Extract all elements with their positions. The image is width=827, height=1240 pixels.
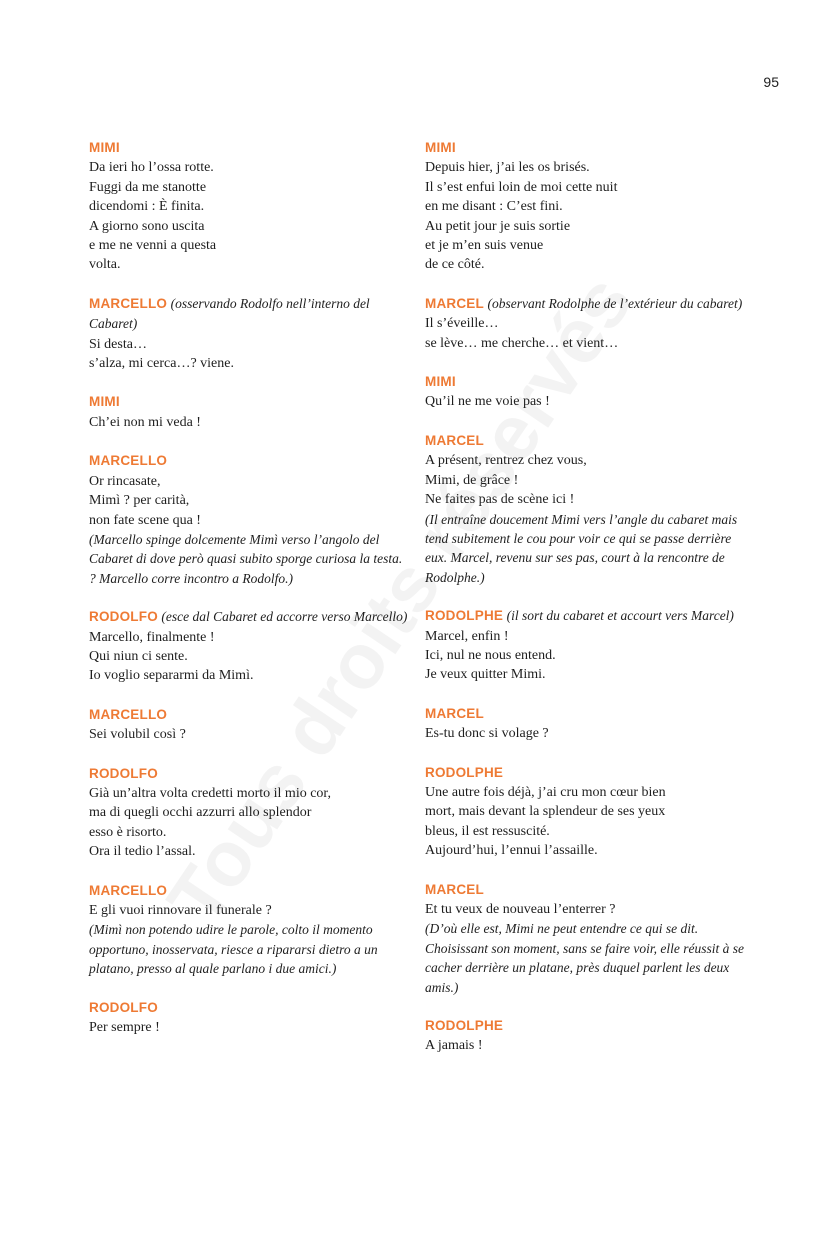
- dialogue-line: se lève… me cherche… et vient…: [425, 335, 619, 351]
- speaker-heading: [89, 607, 409, 627]
- stage-direction: (il sort du cabaret et accourt vers Marcel): [506, 608, 734, 624]
- speaker-heading: [89, 138, 409, 158]
- stage-direction: (D’où elle est, Mimi ne peut entendre ce qui se dit. Choisissant son moment, sans se faire voir, elle réussit à se cacher derrière un platane, près duquel parlent les deux amis.): [425, 921, 744, 995]
- dialogue-line: non fate scene qua !: [89, 512, 201, 528]
- speaker-heading: [89, 998, 409, 1018]
- speaker-heading: [89, 392, 409, 412]
- dialogue-line: Per sempre !: [89, 1020, 160, 1036]
- dialogue-block: [89, 705, 409, 745]
- dialogue-block: [425, 763, 745, 861]
- dialogue-line: Ne faites pas de scène ici !: [425, 492, 575, 508]
- dialogue-line: Depuis hier, j’ai les os brisés.: [425, 160, 590, 176]
- dialogue-line: Et tu veux de nouveau l’enterrer ?: [425, 902, 616, 917]
- speaker-name: MIMI: [425, 374, 456, 390]
- speaker-name: MARCELLO: [89, 295, 168, 311]
- speaker-heading: [89, 294, 409, 335]
- dialogue-line: Io voglio separarmi da Mimì.: [89, 668, 254, 684]
- speaker-heading: [425, 138, 745, 158]
- dialogue-line: volta.: [89, 257, 121, 273]
- dialogue-line: E gli vuoi rinnovare il funerale ?: [89, 903, 272, 918]
- speaker-heading: [425, 431, 745, 451]
- dialogue-line: A présent, rentrez chez vous,: [425, 453, 587, 469]
- dialogue-line: Marcel, enfin !: [425, 628, 509, 644]
- dialogue-line: Da ieri ho l’ossa rotte.: [89, 160, 214, 176]
- speaker-heading: [425, 606, 745, 626]
- dialogue-block: [89, 764, 409, 862]
- dialogue-line: Aujourd’hui, l’ennui l’assaille.: [425, 843, 598, 859]
- speaker-name: MARCEL: [425, 432, 484, 448]
- dialogue-line: Il s’est enfui loin de moi cette nuit: [425, 179, 618, 195]
- speaker-heading: [425, 763, 745, 783]
- speaker-heading: [425, 372, 745, 392]
- speaker-name: MARCELLO: [89, 882, 168, 898]
- speaker-name: MARCELLO: [89, 706, 168, 722]
- speaker-name: RODOLPHE: [425, 1018, 504, 1034]
- speaker-name: RODOLFO: [89, 765, 158, 781]
- speaker-name: RODOLPHE: [425, 764, 504, 780]
- dialogue-line: Ici, nul ne nous entend.: [425, 647, 556, 663]
- dialogue-block: [89, 998, 409, 1038]
- dialogue-line: Or rincasate,: [89, 473, 161, 489]
- dialogue-line: ma di quegli occhi azzurri allo splendor: [89, 805, 312, 821]
- dialogue-block: [425, 704, 745, 744]
- dialogue-line: Il s’éveille…: [425, 316, 499, 332]
- dialogue-block: [425, 880, 745, 997]
- dialogue-line: en me disant : C’est fini.: [425, 199, 563, 215]
- dialogue-block: [89, 138, 409, 275]
- dialogue-line: mort, mais devant la splendeur de ses yeux: [425, 804, 666, 820]
- speaker-heading: [89, 881, 409, 901]
- dialogue-line: A jamais !: [425, 1038, 483, 1054]
- speaker-name: RODOLFO: [89, 999, 158, 1015]
- dialogue-line: bleus, il est ressuscité.: [425, 823, 550, 839]
- dialogue-line: Une autre fois déjà, j’ai cru mon cœur bien: [425, 784, 666, 800]
- speaker-name: MIMI: [425, 140, 456, 155]
- dialogue-block: [425, 606, 745, 685]
- dialogue-line: Sei volubil così ?: [89, 727, 186, 743]
- dialogue-line: s’alza, mi cerca…? viene.: [89, 356, 234, 372]
- stage-direction: (osservando Rodolfo nell’interno del Cabaret): [89, 295, 370, 332]
- page-number: 95: [763, 74, 779, 90]
- dialogue-line: Ch’ei non mi veda !: [89, 414, 201, 430]
- dialogue-line: Au petit jour je suis sortie: [425, 218, 571, 234]
- speaker-heading: [89, 451, 409, 471]
- stage-direction: (Il entraîne doucement Mimi vers l’angle du cabaret mais tend subitement le cou pour voir ce qui se passe derrière eux. Marcel, revenu sur ses pas, court à la rencontre de Rodolphe.): [425, 511, 738, 585]
- dialogue-block: [89, 607, 409, 686]
- dialogue-line: Es-tu donc si volage ?: [425, 726, 549, 742]
- dialogue-line: Mimì ? per carità,: [89, 493, 190, 509]
- speaker-name: RODOLPHE: [425, 608, 504, 624]
- dialogue-line: Ora il tedio l’assal.: [89, 844, 196, 860]
- dialogue-line: Fuggi da me stanotte: [89, 179, 207, 195]
- speaker-name: MARCELLO: [89, 453, 168, 469]
- speaker-name: MIMI: [89, 140, 120, 155]
- stage-direction: (Marcello spinge dolcemente Mimì verso l’angolo del Cabaret di dove però quasi subito sporge curiosa la testa. ? Marcello corre incontro a Rodolfo.): [89, 531, 403, 586]
- dialogue-line: Mimi, de grâce !: [425, 472, 519, 488]
- stage-direction: (Mimì non potendo udire le parole, colto il momento opportuno, inosservata, riesce a ripararsi dietro a un platano, presso al quale parlano i due amici.): [89, 922, 378, 977]
- dialogue-block: [425, 372, 745, 412]
- dialogue-block: [425, 1016, 745, 1056]
- stage-direction: (observant Rodolphe de l’extérieur du cabaret): [487, 295, 743, 311]
- speaker-name: MIMI: [89, 394, 120, 410]
- speaker-heading: [89, 705, 409, 725]
- dialogue-line: Già un’altra volta credetti morto il mio cor,: [89, 785, 332, 801]
- dialogue-line: Marcello, finalmente !: [89, 629, 215, 645]
- dialogue-line: Si desta…: [89, 336, 147, 352]
- dialogue-block: [425, 431, 745, 587]
- speaker-name: RODOLFO: [89, 609, 158, 625]
- speaker-heading: [425, 704, 745, 724]
- dialogue-line: Qui niun ci sente.: [89, 648, 188, 664]
- dialogue-line: dicendomi : È finita.: [89, 199, 205, 215]
- stage-direction: (esce dal Cabaret ed accorre verso Marcello): [161, 609, 408, 625]
- dialogue-line: e me ne venni a questa: [89, 238, 217, 254]
- dialogue-line: esso è risorto.: [89, 824, 167, 840]
- speaker-heading: [425, 880, 745, 900]
- dialogue-line: Je veux quitter Mimi.: [425, 667, 546, 683]
- french-column: [425, 138, 745, 1075]
- dialogue-line: Qu’il ne me voie pas !: [425, 394, 550, 410]
- speaker-name: MARCEL: [425, 881, 484, 897]
- speaker-heading: [89, 764, 409, 784]
- dialogue-line: A giorno sono uscita: [89, 218, 205, 234]
- italian-column: [89, 138, 409, 1056]
- dialogue-line: et je m’en suis venue: [425, 238, 544, 254]
- dialogue-block: [89, 451, 409, 588]
- dialogue-line: de ce côté.: [425, 257, 485, 273]
- speaker-heading: [425, 294, 745, 314]
- speaker-heading: [425, 1016, 745, 1036]
- dialogue-block: [89, 881, 409, 979]
- dialogue-block: [425, 294, 745, 353]
- dialogue-block: [89, 294, 409, 374]
- speaker-name: MARCEL: [425, 705, 484, 721]
- dialogue-block: [89, 392, 409, 432]
- speaker-name: MARCEL: [425, 295, 484, 311]
- dialogue-block: [425, 138, 745, 275]
